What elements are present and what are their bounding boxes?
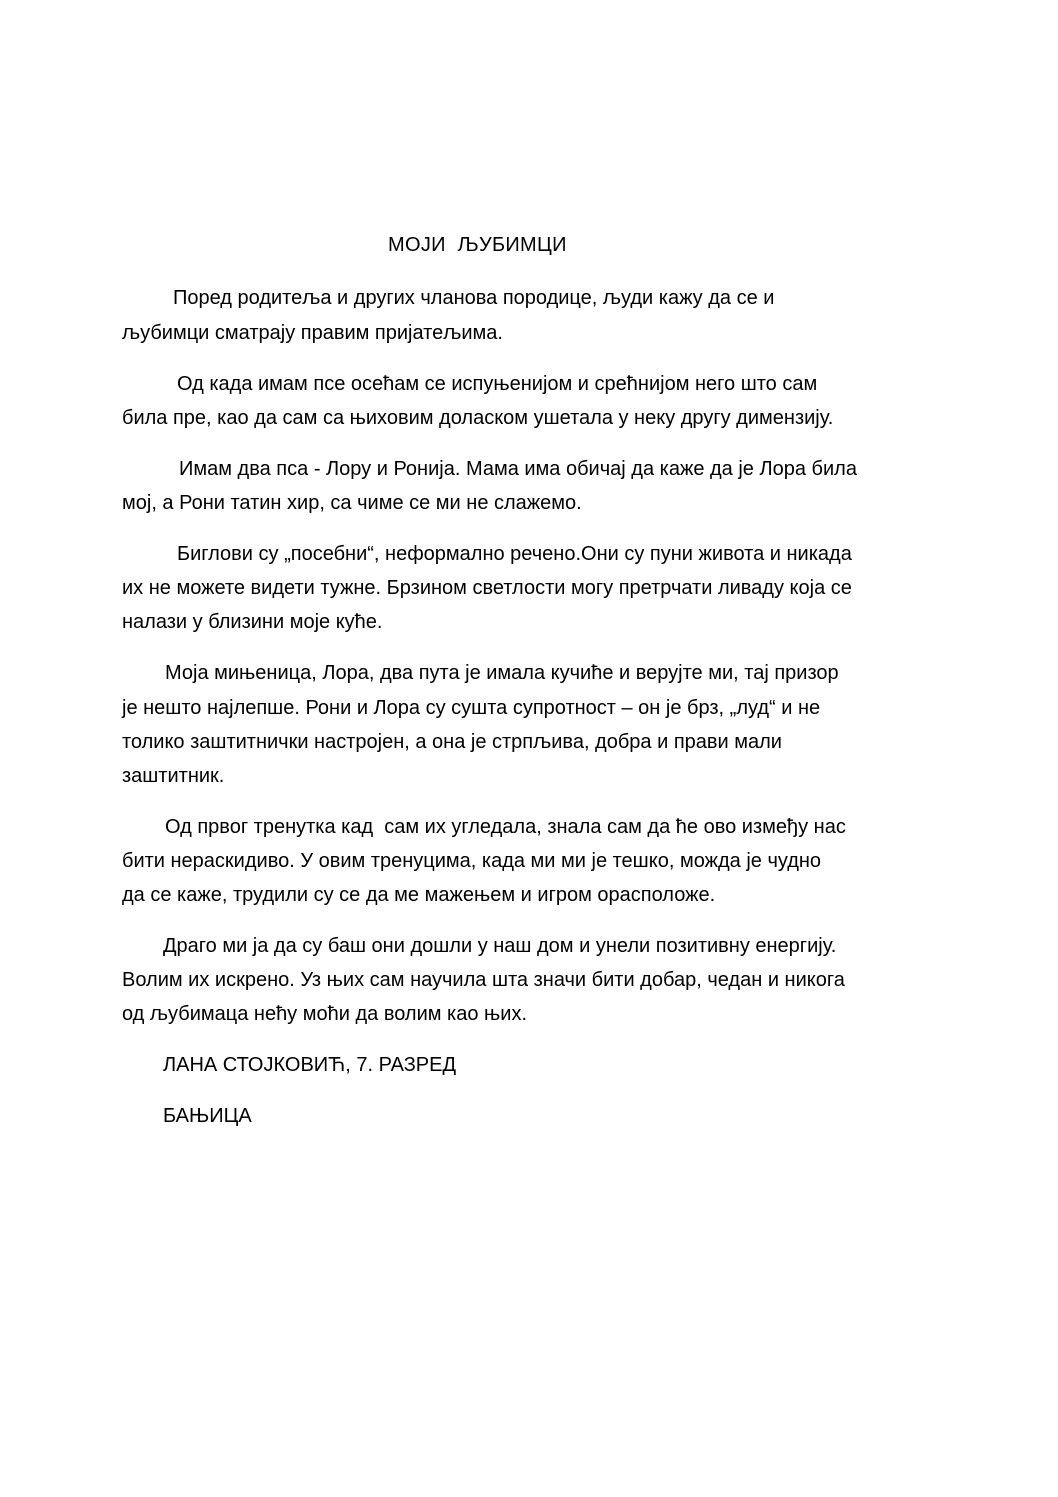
paragraph-6-line-3: да се каже, трудили су се да ме мажењем и игром орасположе. bbox=[122, 884, 716, 906]
paragraph-2-line-1: Од када имам псе осећам се испуњенијом и срећнијом него што сам bbox=[177, 373, 818, 395]
place-line: БАЊИЦА bbox=[163, 1105, 252, 1127]
paragraph-1-line-2: љубимци сматрају правим пријатељима. bbox=[122, 322, 503, 344]
paragraph-6-line-2: бити нераскидиво. У овим тренуцима, када ми ми је тешко, можда је чудно bbox=[122, 850, 822, 872]
paragraph-5-line-3: толико заштитнички настројен, а она је стрпљива, добра и прави мали bbox=[122, 731, 782, 753]
paragraph-3-line-1: Имам два пса - Лору и Ронија. Мама има обичај да каже да је Лора била bbox=[179, 458, 857, 480]
paragraph-4-line-2: их не можете видети тужне. Брзином светлости могу претрчати ливаду која се bbox=[122, 577, 852, 599]
paragraph-7-line-1: Драго ми ја да су баш они дошли у наш дом и унели позитивну енергију. bbox=[163, 935, 837, 957]
paragraph-2-line-2: била пре, као да сам са њиховим доласком ушетала у неку другу димензију. bbox=[122, 407, 834, 429]
paragraph-7-line-3: од љубимаца нећу моћи да волим као њих. bbox=[122, 1003, 528, 1025]
paragraph-4-line-3: налази у близини моје куће. bbox=[122, 611, 383, 633]
paragraph-7-line-2: Волим их искрено. Уз њих сам научила шта значи бити добар, чедан и никога bbox=[122, 969, 845, 991]
document-title: МОЈИ ЉУБИМЦИ bbox=[388, 234, 567, 256]
paragraph-6-line-1: Од првог тренутка кад сам их угледала, знала сам да ће ово између нас bbox=[165, 816, 846, 838]
paragraph-3-line-2: мој, а Рони татин хир, са чиме се ми не слажемо. bbox=[122, 492, 582, 514]
author-line: ЛАНА СТОЈКОВИЋ, 7. РАЗРЕД bbox=[163, 1054, 457, 1076]
paragraph-5-line-1: Моја мињеница, Лора, два пута је имала кучиће и верујте ми, тај призор bbox=[165, 662, 839, 684]
paragraph-5-line-4: заштитник. bbox=[122, 765, 225, 787]
paragraph-1-line-1: Поред родитеља и других чланова породице, људи кажу да се и bbox=[173, 287, 775, 309]
paragraph-4-line-1: Биглови су „посебни“, неформално речено.Они су пуни живота и никада bbox=[177, 543, 852, 565]
paragraph-5-line-2: је нешто најлепше. Рони и Лора су сушта супротност – он је брз, „луд“ и не bbox=[122, 697, 821, 719]
